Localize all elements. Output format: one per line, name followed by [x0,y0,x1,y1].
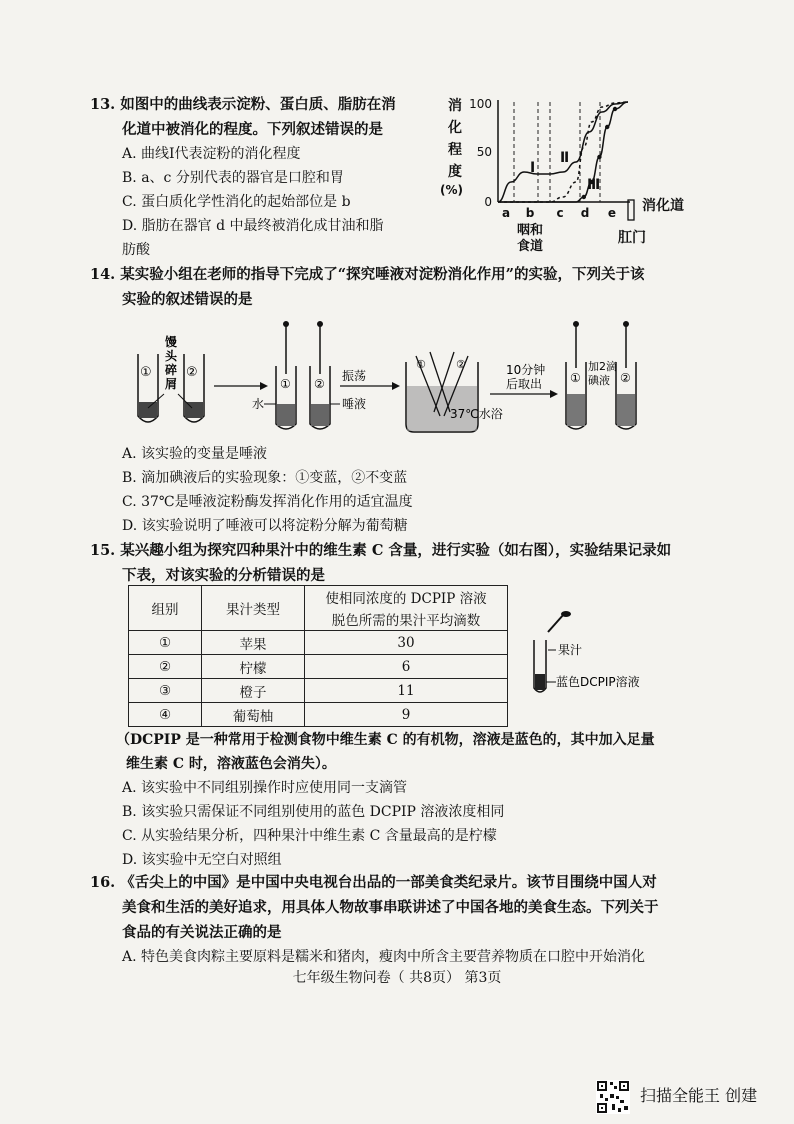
q15-note-line2: 维生素 C 时，溶液蓝色会消失）。 [126,756,336,772]
q13-option-d: D. 脂肪在器官 d 中最终被消化成甘油和脂 [122,218,384,234]
q15-note-line1: （DCPIP 是一种常用于检测食物中维生素 C 的有机物，溶液是蓝色的，其中加入足量 [116,732,655,748]
chart-ylabel-1: 消 [448,98,462,114]
tube-final-fill-1 [567,394,585,426]
bread-label-3: 碎 [164,363,178,377]
q14-option-b: B. 滴加碘液后的实验现象：①变蓝，②不变蓝 [122,470,408,486]
chart-ytick-50: 50 [476,145,492,159]
q15-stem-line1: 某兴趣小组为探究四种果汁中的维生素 C 含量，进行实验（如右图），实验结果记录如 [120,542,672,559]
q15-option-a: A. 该实验中不同组别操作时应使用同一支滴管 [122,780,408,796]
dropper-bulb-2 [317,321,323,327]
chart-xtick-b: b [525,206,535,220]
shake-label: 振荡 [342,369,367,383]
chart-ylabel-3: 程 [448,142,462,158]
curve-label-1: Ⅰ [530,160,536,176]
chart-xtick-a: a [501,206,511,220]
anus-shape [628,200,634,220]
final-tube-label-2: ② [620,371,631,385]
q14-option-d: D. 该实验说明了唾液可以将淀粉分解为葡萄糖 [122,518,408,534]
juice-table [128,585,508,727]
q15-option-d: D. 该实验中无空白对照组 [122,852,282,868]
saliva-label: 唾液 [342,397,367,411]
q16-number: 16. [90,874,116,891]
q13-option-b: B. a、c 分别代表的器官是口腔和胃 [122,170,344,186]
table-cell-drops: 6 [305,655,508,679]
q14-options [122,442,413,538]
dropper-bulb-1 [283,321,289,327]
iodine-label-1: 加2滴 [588,360,617,373]
dcpip-figure [520,610,680,720]
arrow-1-head [260,382,268,390]
dcpip-solution-fill [535,674,545,690]
table-cell-juice: 苹果 [202,631,305,655]
table-cell-group: ③ [129,679,202,703]
q14-option-a: A. 该实验的变量是唾液 [122,446,268,462]
table-cell-group: ① [129,631,202,655]
iodine-bulb-2 [623,321,629,327]
curve-point [582,195,586,199]
juice-dropper [548,614,564,632]
chart-anus-label: 肛门 [618,230,646,246]
q16-stem-line2: 美食和生活的美好追求，用具体人物故事串联讲述了中国各地的美食生态。下列关于 [122,899,659,916]
chart-xtick-e: e [607,206,617,220]
chart-ytick-100: 100 [469,97,492,111]
q15-option-b: B. 该实验只需保证不同组别使用的蓝色 DCPIP 溶液浓度相同 [122,804,505,820]
table-cell-juice: 柠檬 [202,655,305,679]
question-13 [90,92,396,262]
q15-number: 15. [90,542,116,559]
chart-ylabel-2: 化 [448,120,462,136]
tube-final-fill-2 [617,394,635,426]
q13-option-d-cont: 肪酸 [122,242,150,258]
water-label: 水 [252,397,265,411]
q14-stem-line1: 某实验小组在老师的指导下完成了“探究唾液对淀粉消化作用”的实验，下列关于该 [120,266,645,283]
mid-tube-label-1: ① [280,377,291,391]
q15-note-and-options [116,728,655,872]
chart-ytick-0: 0 [484,195,492,209]
q13-option-c: C. 蛋白质化学性消化的起始部位是 b [122,194,351,210]
q16-option-a: A. 特色美食肉粽主要原料是糯米和猪肉，瘦肉中所含主要营养物质在口腔中开始消化 [122,949,646,965]
mid-tube-label-2: ② [314,377,325,391]
q16-stem-line1: 《舌尖上的中国》是中国中央电视台出品的一部美食类纪录片。该节目围绕中国人对 [120,874,657,891]
table-cell-drops: 11 [305,679,508,703]
q14-stem-line2: 实验的叙述错误的是 [122,291,253,308]
arrow-2-head [392,382,400,390]
bread-label-4: 屑 [164,377,178,391]
bath-tube-label-1: ① [416,358,426,371]
curve-label-2: Ⅱ [560,150,570,166]
table-cell-drops: 9 [305,703,508,727]
table-cell-group: ② [129,655,202,679]
digestion-chart [430,92,710,262]
iodine-label-2: 碘液 [588,374,610,387]
curve-point [597,155,601,159]
scanner-brand: 扫描全能王 创建 [640,1086,758,1105]
after-label-2: 后取出 [506,377,543,391]
bread-fill-1 [139,402,157,418]
bread-label-2: 头 [164,349,178,363]
start-tube-label-1: ① [140,365,152,380]
q13-option-a: A. 曲线Ⅰ代表淀粉的消化程度 [122,146,301,162]
table-header-group: 组别 [129,586,202,631]
q15-stem-line2: 下表，对该实验的分析错误的是 [122,567,325,584]
q13-stem-line1: 如图中的曲线表示淀粉、蛋白质、脂肪在消 [120,96,396,113]
qr-code-icon [596,1080,630,1114]
q13-stem-line2: 化道中被消化的程度。下列叙述错误的是 [122,121,383,138]
iodine-bulb-1 [573,321,579,327]
page-footer: 七年级生物问卷（ 共8页） 第3页 [292,970,502,986]
chart-xtick-c: c [556,206,564,220]
table-header-drops-1: 使相同浓度的 DCPIP 溶液 [305,586,508,609]
chart-under-label-1: 咽和 [516,223,544,238]
table-cell-juice: 葡萄柚 [202,703,305,727]
tube-saliva-fill [311,404,329,426]
table-header-row [129,586,508,609]
table-row [129,655,508,679]
chart-xtick-d: d [580,206,590,220]
question-14 [90,262,644,312]
chart-ylabel-4: 度 [448,164,462,180]
table-row [129,679,508,703]
chart-under-label-2: 食道 [516,239,544,254]
table-header-juice: 果汁类型 [202,586,305,631]
after-label-1: 10分钟 [506,363,546,377]
solution-label: 蓝色DCPIP溶液 [556,675,640,689]
q16-stem-line3: 食品的有关说法正确的是 [122,924,282,941]
curve-label-3: Ⅲ [587,177,601,193]
curve-point [613,107,617,111]
bath-label: 37℃水浴 [450,407,503,421]
final-tube-label-1: ① [570,371,581,385]
question-16 [90,870,659,969]
table-cell-drops: 30 [305,631,508,655]
table-cell-group: ④ [129,703,202,727]
bath-tube-label-2: ② [456,358,466,371]
table-cell-juice: 橙子 [202,679,305,703]
table-row [129,703,508,727]
table-row [129,631,508,655]
table-header-drops-2: 脱色所需的果汁平均滴数 [305,608,508,631]
start-tube-label-2: ② [186,365,198,380]
juice-label: 果汁 [558,643,583,657]
bread-label-1: 馒 [164,335,178,349]
curve-point [605,125,609,129]
saliva-experiment-diagram [130,316,650,442]
q13-number: 13. [90,96,116,113]
q15-option-c: C. 从实验结果分析，四种果汁中维生素 C 含量最高的是柠檬 [122,828,497,844]
q14-number: 14. [90,266,116,283]
tube-water-fill [277,404,295,426]
arrow-3-head [550,390,558,398]
chart-ylabel-5: (%) [440,183,463,197]
chart-xlabel: 消化道 [642,198,684,214]
juice-dropper-bulb [561,611,571,617]
q14-option-c: C. 37℃是唾液淀粉酶发挥消化作用的适宜温度 [122,494,413,510]
question-15 [90,538,671,588]
